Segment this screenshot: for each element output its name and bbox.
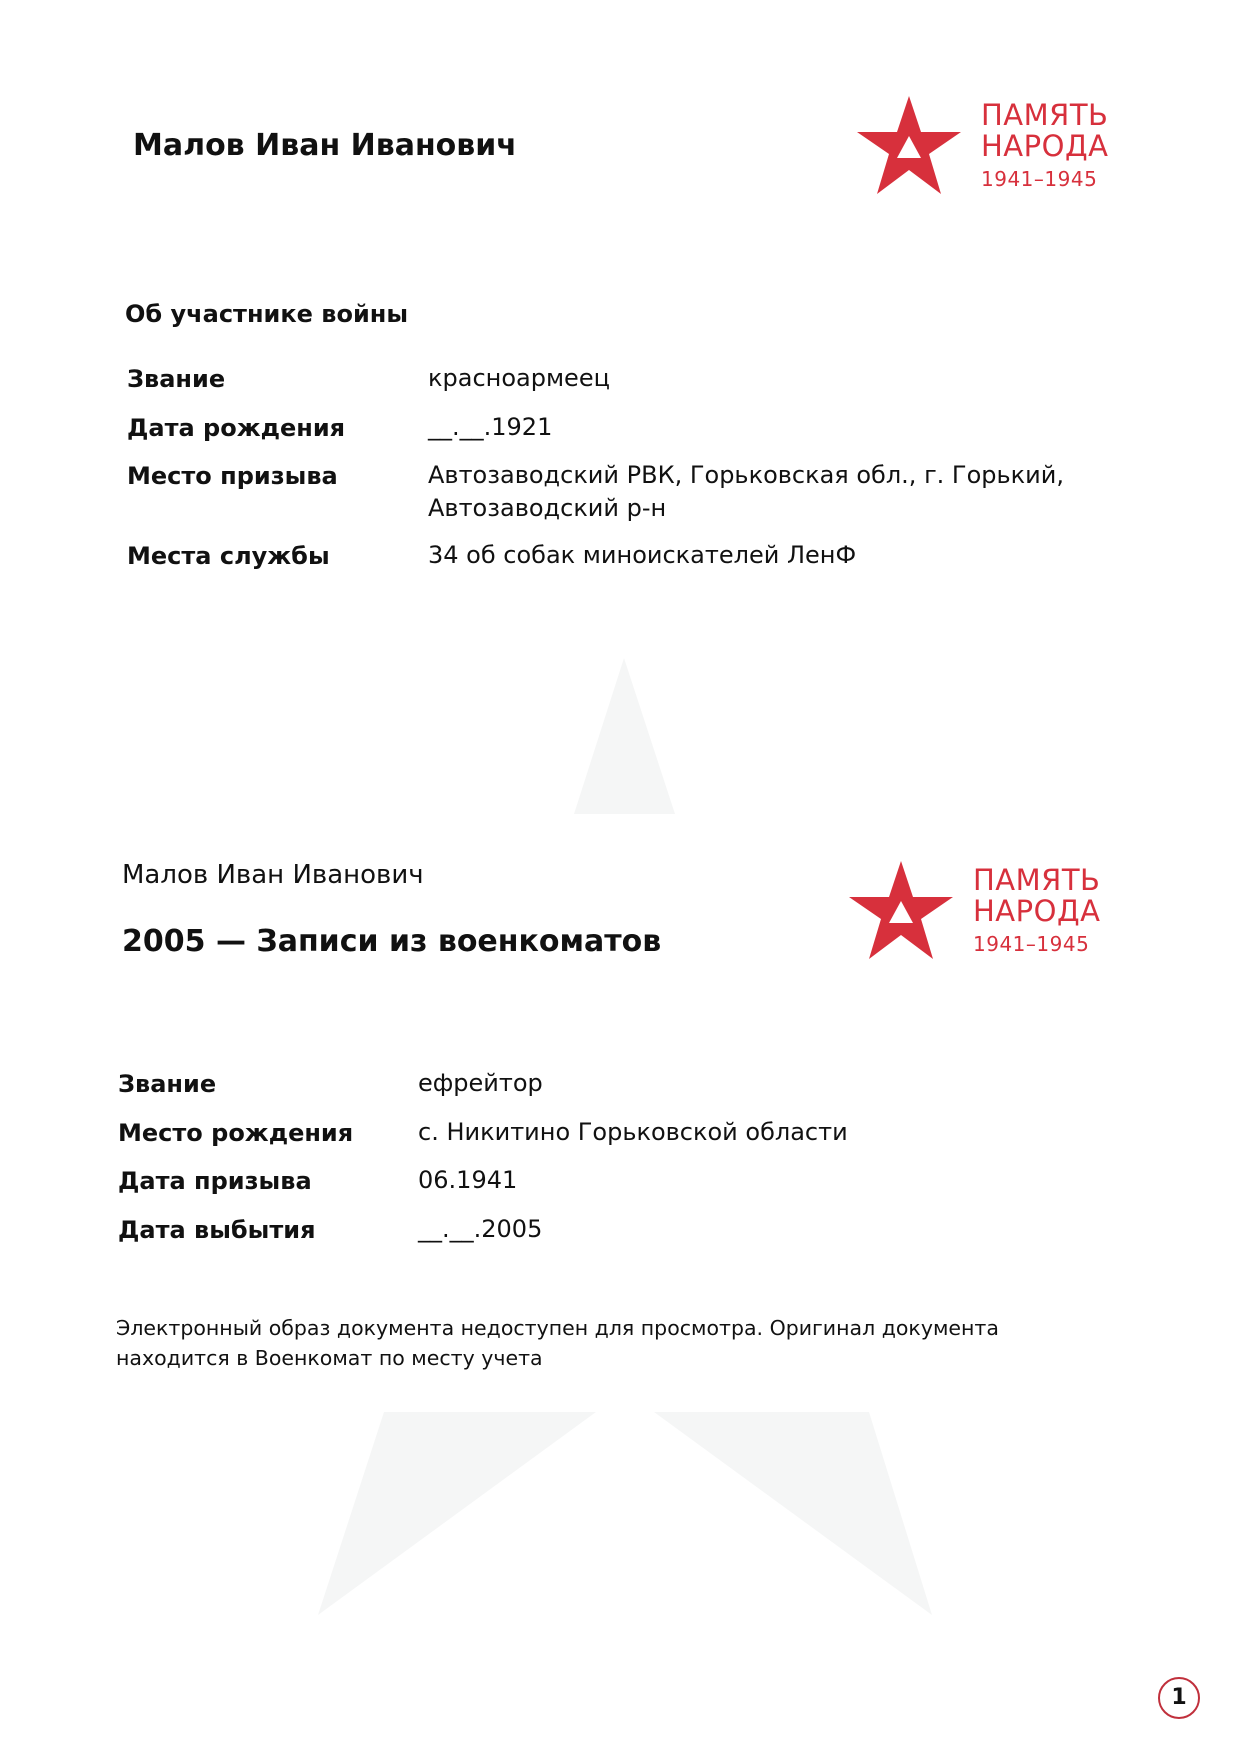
field-label: Места службы bbox=[127, 542, 330, 570]
field-label: Звание bbox=[127, 365, 226, 393]
field-value-continued: Автозаводский р-н bbox=[428, 494, 667, 522]
logo-line1: ПАМЯТЬ bbox=[973, 863, 1101, 897]
field-label: Место призыва bbox=[127, 462, 338, 490]
record-title: 2005 — Записи из военкоматов bbox=[122, 924, 662, 959]
pamyat-naroda-logo bbox=[849, 861, 1119, 971]
logo-years: 1941–1945 bbox=[981, 167, 1098, 191]
section-heading: Об участнике войны bbox=[125, 300, 409, 328]
field-value: 06.1941 bbox=[418, 1166, 518, 1194]
field-label: Дата призыва bbox=[118, 1167, 312, 1195]
red-star-icon bbox=[857, 96, 961, 196]
field-value: Автозаводский РВК, Горьковская обл., г. Горький, bbox=[428, 461, 1064, 489]
field-label: Дата выбытия bbox=[118, 1216, 316, 1244]
field-value: __.__.1921 bbox=[428, 413, 553, 441]
logo-line1: ПАМЯТЬ bbox=[981, 98, 1109, 132]
field-value: __.__.2005 bbox=[418, 1215, 543, 1243]
field-label: Звание bbox=[118, 1070, 217, 1098]
pamyat-naroda-logo bbox=[857, 96, 1127, 206]
field-value: ефрейтор bbox=[418, 1069, 543, 1097]
page-number: 1 bbox=[1158, 1677, 1200, 1719]
document-unavailable-note: Электронный образ документа недоступен для просмотра. Оригинал документа находится в Военкомат по месту учета bbox=[116, 1316, 999, 1370]
field-value: красноармеец bbox=[428, 364, 610, 392]
red-star-icon bbox=[849, 861, 953, 961]
field-value: с. Никитино Горьковской области bbox=[418, 1118, 848, 1146]
logo-line2: НАРОДА bbox=[981, 129, 1109, 163]
participant-name-title: Малов Иван Иванович bbox=[133, 128, 517, 163]
logo-line2: НАРОДА bbox=[973, 894, 1101, 928]
record-person-name: Малов Иван Иванович bbox=[122, 860, 424, 890]
field-label: Дата рождения bbox=[127, 414, 346, 442]
field-label: Место рождения bbox=[118, 1119, 354, 1147]
logo-years: 1941–1945 bbox=[973, 932, 1090, 956]
field-value: 34 об собак миноискателей ЛенФ bbox=[428, 541, 857, 569]
